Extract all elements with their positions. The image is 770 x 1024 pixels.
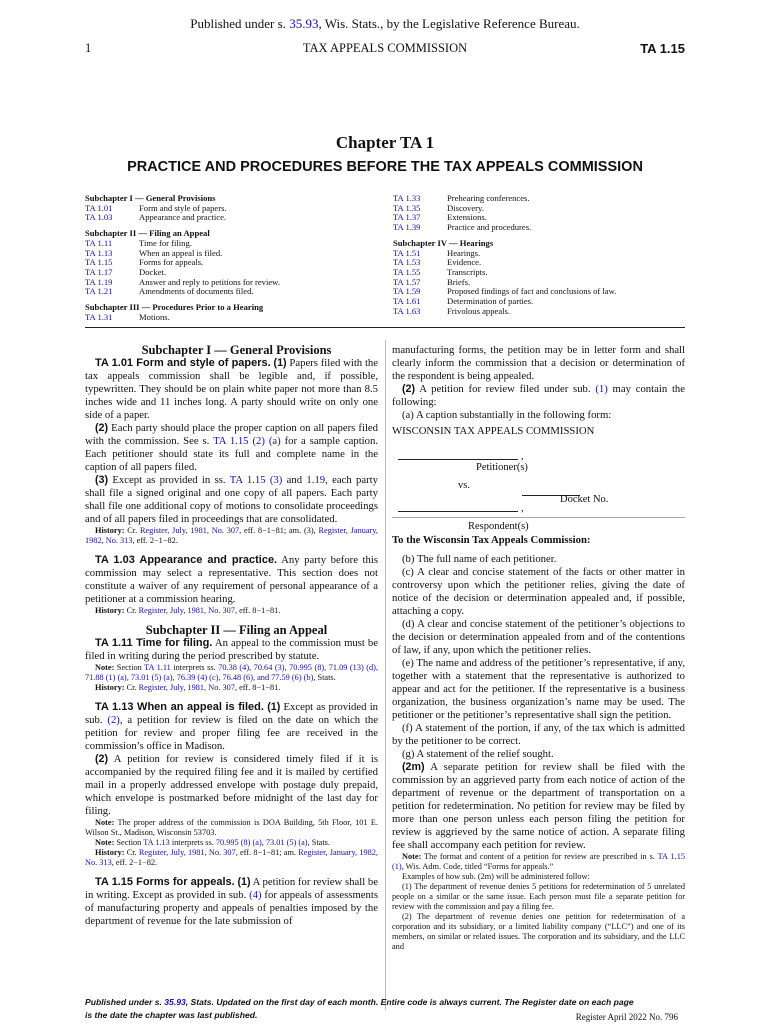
toc-section-title: Answer and reply to petitions for review. bbox=[139, 276, 280, 287]
note-text: Section bbox=[114, 838, 144, 847]
examples-heading: Examples of how sub. (2m) will be administered follow: bbox=[402, 872, 590, 881]
register-link[interactable]: Register, July, 1981, No. 307 bbox=[138, 606, 235, 615]
note-text: , eff. 8−1−81; am. (3), bbox=[239, 526, 319, 535]
paragraph-text: An appeal to the commission must be filed in writing during the period prescribed by statute. bbox=[85, 637, 378, 662]
toc-subchapter-heading: Subchapter III — Procedures Prior to a Hearing bbox=[85, 302, 264, 313]
toc-section-link[interactable]: TA 1.39 bbox=[393, 222, 421, 233]
note-text: , Wis. Adm. Code, titled “Forms for appeals.” bbox=[401, 862, 554, 871]
toc-section-title: Amendments of documents filed. bbox=[139, 286, 254, 297]
section-ta-1-03 bbox=[85, 554, 378, 606]
toc-section-title: Docket. bbox=[139, 266, 166, 277]
cross-reference-link[interactable]: (2) bbox=[107, 714, 120, 726]
toc-entry[interactable] bbox=[393, 204, 693, 214]
paragraph bbox=[392, 383, 685, 409]
toc-subchapter-heading: Subchapter I — General Provisions bbox=[85, 193, 216, 203]
toc-entry[interactable] bbox=[393, 194, 693, 204]
paragraph: (a) A caption substantially in the following form: bbox=[402, 409, 612, 421]
note-text: , eff. 8−1−81. bbox=[234, 683, 281, 692]
note-label: Note: bbox=[95, 838, 115, 847]
history-note bbox=[85, 848, 378, 868]
note-text: Cr. bbox=[124, 526, 140, 535]
paragraph-text: , a petition for review is filed on the date on which the petition for review and proper filing fee are received in the commission’s office in Madison. bbox=[85, 714, 378, 752]
toc-section-link[interactable]: TA 1.57 bbox=[393, 276, 421, 287]
section-marker: TA 1.15 bbox=[640, 41, 685, 56]
toc-section-link[interactable]: TA 1.11 bbox=[85, 237, 113, 248]
section-ta-1-01 bbox=[85, 357, 378, 422]
toc-section-link[interactable]: TA 1.17 bbox=[85, 266, 113, 277]
section-heading: TA 1.03 Appearance and practice. bbox=[95, 554, 278, 566]
toc-section-link[interactable]: TA 1.01 bbox=[85, 202, 113, 213]
subchapter-heading: Subchapter II — Filing an Appeal bbox=[145, 623, 328, 637]
footer-text: is the date the chapter was last published. bbox=[85, 1010, 258, 1020]
toc-section-title: Form and style of papers. bbox=[139, 202, 227, 213]
subsection-number: (1) bbox=[273, 357, 287, 369]
note-label: Note: bbox=[95, 818, 115, 827]
example-item: (2) The department of revenue denies one petition for redetermination of a corporation and its subsidiary, or a limited liability company (“LLC”) and one of its members, on similar or related issues. The corporation and its subsidiary, and the LLC and bbox=[392, 912, 685, 951]
subsection-number: (3) bbox=[95, 474, 109, 486]
petitioner-blank bbox=[398, 448, 518, 460]
statute-links[interactable]: 70.38 (4), 70.64 (3), 70.995 (8), 71.09 (13) (d), 71.88 (1) (a), 73.01 (5) (a), 76.39 (4) (c), 76.48 (6), and 77.59 (6) (b) bbox=[85, 663, 379, 682]
note-text: Cr. bbox=[124, 683, 139, 692]
register-link[interactable]: Register, January, 1982, No. 313 bbox=[85, 848, 379, 867]
toc-section-title: Practice and procedures. bbox=[447, 222, 532, 233]
form-title: WISCONSIN TAX APPEALS COMMISSION bbox=[392, 425, 595, 437]
toc-section-title: Evidence. bbox=[447, 257, 482, 268]
section-heading: TA 1.15 Forms for appeals. bbox=[95, 876, 235, 888]
paragraph-text: may contain the following: bbox=[392, 383, 685, 408]
section-heading: TA 1.11 Time for filing. bbox=[95, 637, 213, 649]
cross-reference-link[interactable]: TA 1.15 (2) (a) bbox=[213, 435, 281, 447]
divider bbox=[85, 327, 685, 328]
right-column bbox=[392, 344, 685, 952]
toc-section-link[interactable]: TA 1.21 bbox=[85, 286, 113, 297]
example-item: (1) The department of revenue denies 5 petitions for redetermination of 5 unrelated people on a similar or the same issue. Each person must file a separate petition for review with the commission and pay a filing fee. bbox=[392, 882, 685, 911]
toc-section-title: Discovery. bbox=[447, 202, 484, 213]
note-text: , eff. 8−1−81. bbox=[234, 606, 281, 615]
section-ta-1-15 bbox=[85, 876, 378, 928]
history-note bbox=[85, 683, 378, 693]
toc-section-title: Briefs. bbox=[447, 276, 471, 287]
cross-reference-link[interactable]: TA 1.13 bbox=[143, 838, 170, 847]
toc-section-title: Frivolous appeals. bbox=[447, 305, 511, 316]
toc-entry[interactable] bbox=[393, 307, 693, 317]
note-text: Cr. bbox=[124, 848, 139, 857]
banner-text: Published under s. bbox=[190, 16, 290, 31]
paragraph bbox=[85, 422, 378, 474]
note-label: History: bbox=[95, 848, 125, 857]
note-text: The proper address of the commission is DOA Building, 5th Floor, 101 E. Wilson St., Madison, Wisconsin 53703. bbox=[85, 818, 378, 837]
column-divider bbox=[385, 340, 386, 1010]
toc-entry[interactable] bbox=[393, 223, 693, 233]
toc-section-title: Proposed findings of fact and conclusions of law. bbox=[447, 286, 617, 297]
toc-entry[interactable] bbox=[85, 239, 385, 249]
paragraph: (e) The name and address of the petitioner’s representative, if any, together with a statement that the representative is authorized to appear and act for the petitioner. If the representative is a business organization, the business organization’s name may be used. The petitioner or the petitioner’s representative shall sign the petition. bbox=[392, 657, 685, 721]
subsection-number: (1) bbox=[237, 876, 251, 888]
toc-section-link[interactable]: TA 1.19 bbox=[85, 276, 113, 287]
toc-section-link[interactable]: TA 1.03 bbox=[85, 212, 113, 223]
paragraph-text: Except as provided in sub. bbox=[85, 701, 379, 726]
toc-entry[interactable] bbox=[393, 249, 693, 259]
paragraph-text: A petition for review is considered timely filed if it is accompanied by the required filing fee and it is mailed by certified mail in a properly addressed envelope with postage duly prepaid, which envelope is postmarked before midnight of the last day for filing. bbox=[85, 753, 378, 817]
toc-section-link[interactable]: TA 1.13 bbox=[85, 247, 113, 258]
toc-entry[interactable] bbox=[393, 287, 693, 297]
note-text: , Stats. bbox=[307, 838, 330, 847]
toc-section-link[interactable]: TA 1.53 bbox=[393, 257, 421, 268]
section-ta-1-13 bbox=[85, 701, 378, 753]
left-column bbox=[85, 344, 378, 928]
toc-entry[interactable] bbox=[85, 249, 385, 259]
toc-subchapter-heading: Subchapter IV — Hearings bbox=[393, 237, 494, 248]
toc-entry[interactable] bbox=[85, 204, 385, 214]
toc-entry[interactable] bbox=[393, 297, 693, 307]
note-text: interprets ss. bbox=[169, 838, 216, 847]
toc-section-title: Extensions. bbox=[447, 212, 487, 223]
subsection-number: (2m) bbox=[402, 761, 425, 773]
section-heading: TA 1.01 Form and style of papers. bbox=[95, 357, 271, 369]
section-heading: TA 1.13 When an appeal is filed. bbox=[95, 701, 264, 713]
paragraph bbox=[392, 761, 685, 852]
versus-label: vs. bbox=[458, 480, 470, 491]
toc-section-title: Prehearing conferences. bbox=[447, 193, 530, 203]
paragraph-text: Papers filed with the tax appeals commission shall be legible and, if possible, typewritten. They should be on plain white paper not more than 8.5 inches wide and 11 inches long. A party should write on only one side of a paper. bbox=[85, 357, 379, 421]
toc-section-link[interactable]: TA 1.35 bbox=[393, 202, 421, 213]
paragraph-text: Each party should place the proper caption on all papers filed with the commission. See s. bbox=[85, 422, 378, 447]
paragraph-text: , each party shall file a signed original and one copy of all papers. Each party shall file one additional copy of motions to consolidate proceedings and of all papers filed in proceedings that are consolidated. bbox=[85, 474, 378, 525]
page-number: 1 bbox=[85, 41, 92, 55]
continued-paragraph: manufacturing forms, the petition may be in letter form and shall clearly inform the commission that a decision or determination of the respondent is being appealed. bbox=[392, 344, 685, 382]
footer-text: Published under s. bbox=[85, 997, 165, 1007]
footer-text: , Stats. Updated on the first day of each month. Entire code is always current. The Register date on each page bbox=[185, 997, 634, 1007]
toc-section-title: Appearance and practice. bbox=[139, 212, 227, 223]
toc-section-title: Forms for appeals. bbox=[139, 257, 204, 268]
note-label: History: bbox=[95, 606, 125, 615]
subsection-number: (2) bbox=[402, 383, 416, 395]
toc-section-title: Transcripts. bbox=[447, 266, 488, 277]
comma: , bbox=[521, 451, 524, 462]
paragraph: (f) A statement of the portion, if any, of the tax which is admitted by the petitioner to be correct. bbox=[392, 722, 685, 747]
respondent-label: Respondent(s) bbox=[468, 521, 529, 532]
toc-section-link[interactable]: TA 1.59 bbox=[393, 286, 421, 297]
statute-link[interactable]: 35.93 bbox=[289, 16, 319, 31]
paragraph: (g) A statement of the relief sought. bbox=[402, 748, 554, 760]
caption-form bbox=[392, 438, 685, 534]
note-text: , Stats. bbox=[313, 673, 336, 682]
toc-entry[interactable] bbox=[393, 268, 693, 278]
docket-label: Docket No. bbox=[560, 494, 609, 505]
toc-entry[interactable] bbox=[85, 213, 385, 223]
note-text: , eff. 8−1−81; am. bbox=[235, 848, 299, 857]
address-note bbox=[85, 818, 378, 838]
toc-entry[interactable] bbox=[85, 313, 385, 323]
chapter-title: Chapter TA 1 bbox=[335, 133, 435, 152]
paragraph-text: and bbox=[282, 474, 307, 486]
toc-section-title: When an appeal is filed. bbox=[139, 247, 223, 258]
toc-section-link[interactable]: TA 1.55 bbox=[393, 266, 421, 277]
chapter-subtitle: PRACTICE AND PROCEDURES BEFORE THE TAX APPEALS COMMISSION bbox=[127, 159, 643, 175]
history-note bbox=[85, 526, 378, 546]
paragraph-text: Any party before this commission may select a representative. This section does not constitute a waiver of any requirement of personal appearance of a petitioner at a commission hearing. bbox=[85, 554, 379, 605]
paragraph-text: A petition for review filed under sub. bbox=[415, 383, 596, 395]
note-label: Note: bbox=[402, 852, 422, 861]
paragraph: (c) A clear and concise statement of the facts or other matter in controversy upon which the petitioner relies, giving the date of notice of the decision or determination appealed and, if possible, attaching a copy. bbox=[392, 566, 685, 617]
format-note bbox=[392, 852, 685, 872]
petitioner-label: Petitioner(s) bbox=[476, 462, 528, 473]
form-salutation: To the Wisconsin Tax Appeals Commission: bbox=[392, 534, 591, 546]
toc-entry[interactable] bbox=[393, 213, 693, 223]
toc-entry[interactable] bbox=[393, 258, 693, 268]
note-text: Section bbox=[114, 663, 145, 672]
interpretation-note bbox=[85, 838, 378, 848]
toc-section-title: Determination of parties. bbox=[447, 296, 534, 307]
register-link[interactable]: Register, July, 1981, No. 307 bbox=[138, 848, 236, 857]
comma: , bbox=[521, 503, 524, 514]
paragraph-text: for appeals of assessments of manufacturing property and appeals of penalties imposed by the department of revenue for the late submission of bbox=[85, 889, 378, 927]
note-text: , eff. 2−1−82. bbox=[132, 536, 178, 545]
toc-right bbox=[393, 194, 693, 316]
cross-reference-link[interactable]: TA 1.11 bbox=[144, 663, 171, 672]
form-rule bbox=[392, 506, 685, 518]
history-note bbox=[85, 606, 378, 616]
toc-subchapter-heading: Subchapter II — Filing an Appeal bbox=[85, 228, 210, 239]
note-text: , eff. 2−1−82. bbox=[111, 858, 158, 867]
cross-reference-link[interactable]: TA 1.15 (3) bbox=[229, 474, 283, 486]
paragraph-text: A separate petition for review shall be filed with the commission by an aggrieved party from each notice of action of the department of revenue or the department of transportation on a petition for redetermination. No petition for review may be filed by more than one person unless each person filing the petition for review is aggrieved by the same notice of action. A separate filing fee shall accompany each petition for review. bbox=[392, 761, 685, 851]
note-text: interprets ss. bbox=[170, 663, 219, 672]
cross-reference-link[interactable]: (1) bbox=[595, 383, 608, 395]
toc-section-link[interactable]: TA 1.61 bbox=[393, 296, 421, 307]
note-label: History: bbox=[95, 526, 125, 535]
subsection-number: (1) bbox=[267, 701, 281, 713]
register-link[interactable]: Register, January, 1982, No. 313 bbox=[85, 526, 378, 545]
paragraph bbox=[85, 753, 378, 818]
toc-left bbox=[85, 194, 385, 322]
toc-section-link[interactable]: TA 1.31 bbox=[85, 311, 113, 322]
banner-text-end: , Wis. Stats., by the Legislative Reference Bureau. bbox=[318, 16, 580, 31]
register-link[interactable]: Register, July, 1981, No. 307 bbox=[139, 526, 240, 535]
subsection-number: (2) bbox=[95, 422, 109, 434]
running-title: TAX APPEALS COMMISSION bbox=[302, 41, 468, 55]
subsection-number: (2) bbox=[95, 753, 109, 765]
toc-section-link[interactable]: TA 1.15 bbox=[85, 257, 113, 268]
toc-entry[interactable] bbox=[85, 287, 385, 297]
paragraph-text: for a sample caption. Each petitioner should state its full and complete name in the caption of all papers filed. bbox=[85, 435, 379, 473]
toc-section-link[interactable]: TA 1.63 bbox=[393, 305, 421, 316]
toc-section-link[interactable]: TA 1.37 bbox=[393, 212, 421, 223]
cross-reference-link[interactable]: 1.19 bbox=[306, 474, 326, 486]
paragraph: (b) The full name of each petitioner. bbox=[402, 553, 557, 565]
paragraph-text: A petition for review shall be in writing. Except as provided in sub. bbox=[85, 876, 378, 901]
note-label: History: bbox=[95, 683, 125, 692]
toc-section-title: Time for filing. bbox=[139, 237, 192, 248]
toc-section-link[interactable]: TA 1.51 bbox=[393, 247, 421, 258]
paragraph: (d) A clear and concise statement of the petitioner’s objections to the decision or determination appealed from and of the contentions of law, if any, upon which the petitioner relies. bbox=[392, 618, 685, 656]
toc-section-link[interactable]: TA 1.33 bbox=[393, 193, 421, 203]
note-text: Cr. bbox=[124, 606, 139, 615]
paragraph-text: Except as provided in ss. bbox=[108, 474, 230, 486]
section-ta-1-11 bbox=[85, 637, 378, 663]
cross-reference-link[interactable]: (4) bbox=[249, 889, 262, 901]
toc-entry[interactable] bbox=[85, 258, 385, 268]
interpretation-note bbox=[85, 663, 378, 683]
note-label: Note: bbox=[95, 663, 115, 672]
publication-banner bbox=[0, 16, 770, 32]
toc-section-title: Motions. bbox=[139, 311, 170, 322]
cross-reference-link[interactable]: TA 1.15 (1) bbox=[392, 852, 685, 871]
statute-link[interactable]: 35.93 bbox=[164, 997, 186, 1007]
register-link[interactable]: Register, July, 1981, No. 307 bbox=[138, 683, 235, 692]
toc-section-title: Hearings. bbox=[447, 247, 481, 258]
paragraph bbox=[85, 474, 378, 526]
note-text: The format and content of a petition for review are prescribed in s. bbox=[421, 852, 658, 861]
running-head bbox=[85, 41, 685, 57]
register-date: Register April 2022 No. 796 bbox=[575, 1012, 678, 1022]
statute-links[interactable]: 70.995 (8) (a), 73.01 (5) (a) bbox=[215, 838, 308, 847]
subchapter-heading: Subchapter I — General Provisions bbox=[141, 343, 332, 357]
